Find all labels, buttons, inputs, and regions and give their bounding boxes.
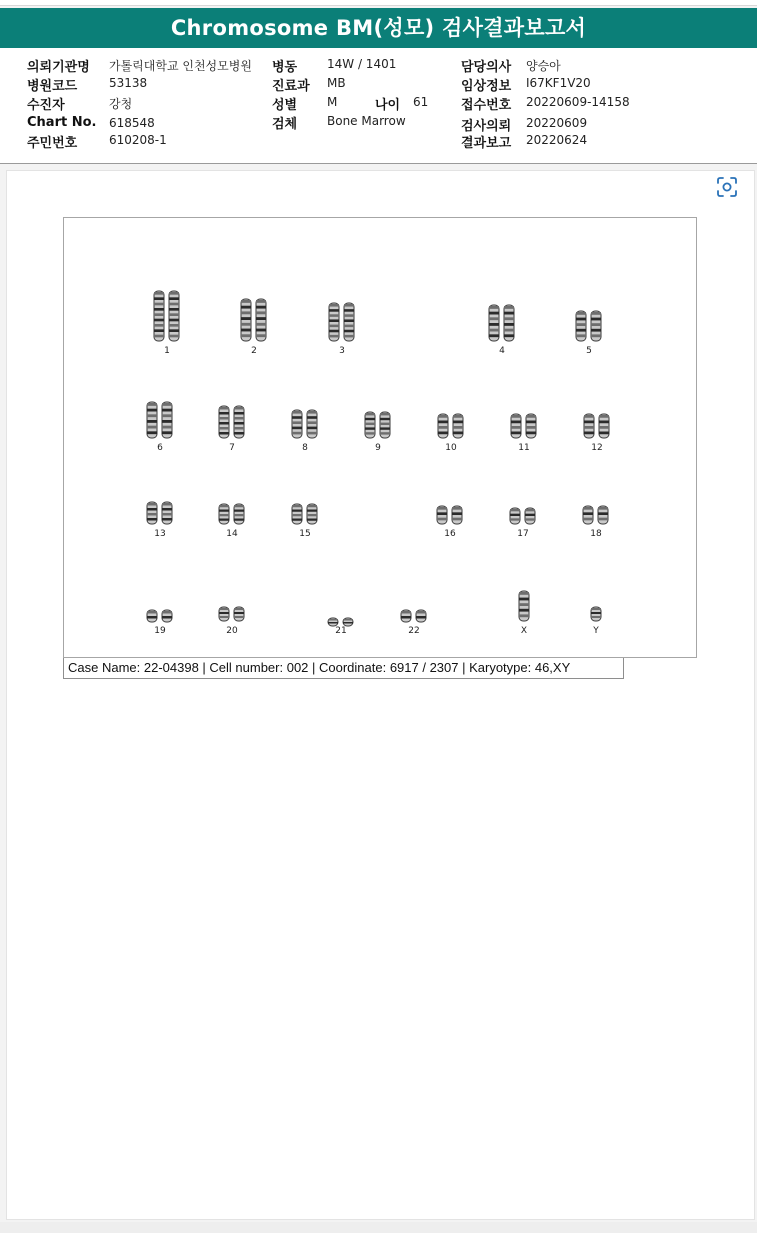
- chromosome-label: 19: [154, 626, 166, 636]
- patient-info-section: [0, 48, 757, 164]
- chromosome-12: [582, 413, 612, 443]
- chromosome-14: [217, 503, 247, 529]
- chromosome-label: X: [520, 626, 528, 636]
- chromosome-label: 9: [375, 443, 381, 453]
- request-date-value: 20220609: [526, 116, 588, 130]
- chromosome-17: [508, 507, 538, 529]
- chromosome-label: 13: [154, 529, 166, 539]
- sex-value: M: [327, 95, 338, 109]
- chromosome-label: 16: [444, 529, 456, 539]
- karyogram-caption: Case Name: 22-04398 | Cell number: 002 | Coordinate: 6917 / 2307 | Karyotype: 46,XY: [63, 658, 624, 679]
- chart-no-value: 618548: [109, 116, 155, 130]
- specimen-value: Bone Marrow: [327, 114, 406, 128]
- department-label: 진료과: [272, 79, 310, 94]
- doctor-value: 양승아: [526, 59, 561, 73]
- chromosome-label: 12: [591, 443, 603, 453]
- institution-label: 의뢰기관명: [27, 60, 90, 75]
- chromosome-label: 5: [586, 346, 592, 356]
- chromosome-Y: [589, 606, 603, 626]
- chromosome-label: 7: [229, 443, 235, 453]
- result-date-label: 결과보고: [461, 136, 512, 151]
- doctor-label: 담당의사: [461, 60, 512, 75]
- accession-label: 접수번호: [461, 98, 512, 113]
- chromosome-label: 14: [226, 529, 238, 539]
- top-strip: [0, 0, 757, 6]
- chromosome-11: [509, 413, 539, 443]
- chromosome-1: [152, 290, 182, 346]
- specimen-label: 검체: [272, 117, 298, 132]
- chromosome-label: 3: [339, 346, 345, 356]
- department-value: MB: [327, 76, 346, 90]
- chromosome-20: [217, 606, 247, 626]
- chromosome-6: [145, 401, 175, 443]
- report-title: Chromosome BM(성모) 검사결과보고서: [0, 8, 757, 48]
- chromosome-X: [517, 590, 531, 626]
- age-label: 나이: [375, 98, 401, 113]
- chromosome-label: 18: [590, 529, 602, 539]
- chromosome-label: 20: [226, 626, 238, 636]
- accession-value: 20220609-14158: [526, 95, 630, 109]
- patient-label: 수진자: [27, 98, 65, 113]
- hospital-code-label: 병원코드: [27, 79, 78, 94]
- scan-icon[interactable]: [716, 176, 738, 198]
- sex-label: 성별: [272, 98, 298, 113]
- ward-value: 14W / 1401: [327, 57, 397, 71]
- chromosome-19: [145, 608, 175, 627]
- chromosome-label: 22: [408, 626, 420, 636]
- chromosome-label: 4: [499, 346, 505, 356]
- chromosome-label: 21: [335, 626, 347, 636]
- chromosome-label: 8: [302, 443, 308, 453]
- chromosome-4: [487, 304, 517, 346]
- chromosome-18: [581, 505, 611, 529]
- chromosome-13: [145, 501, 175, 529]
- clinical-info-value: I67KF1V20: [526, 76, 591, 90]
- chromosome-5: [574, 310, 604, 346]
- request-date-label: 검사의뢰: [461, 119, 512, 134]
- chromosome-7: [217, 405, 247, 443]
- chromosome-8: [290, 409, 320, 443]
- hospital-code-value: 53138: [109, 76, 148, 90]
- institution-value: 가톨릭대학교 인천성모병원: [109, 59, 252, 73]
- bottom-strip: [0, 1222, 757, 1233]
- chromosome-15: [290, 503, 320, 529]
- chromosome-label: 11: [518, 443, 530, 453]
- rrn-label: 주민번호: [27, 136, 78, 151]
- karyogram-image: [63, 217, 697, 658]
- chromosome-label: 15: [299, 529, 311, 539]
- chromosome-9: [363, 411, 393, 443]
- chromosome-3: [327, 302, 357, 346]
- patient-value: 강청: [109, 97, 133, 111]
- result-date-value: 20220624: [526, 133, 588, 147]
- chromosome-22: [399, 608, 429, 627]
- chromosome-label: 10: [445, 443, 457, 453]
- chromosome-label: 17: [517, 529, 529, 539]
- chromosome-label: 2: [251, 346, 257, 356]
- chromosome-label: 6: [157, 443, 163, 453]
- chromosome-10: [436, 413, 466, 443]
- chromosome-label: 1: [164, 346, 170, 356]
- chromosome-label: Y: [593, 626, 599, 636]
- rrn-value: 610208-1: [109, 133, 167, 147]
- chart-no-label: Chart No.: [27, 115, 97, 130]
- ward-label: 병동: [272, 60, 298, 75]
- chromosome-16: [435, 505, 465, 529]
- chromosome-2: [239, 298, 269, 346]
- age-value: 61: [413, 95, 429, 109]
- clinical-info-label: 임상정보: [461, 79, 512, 94]
